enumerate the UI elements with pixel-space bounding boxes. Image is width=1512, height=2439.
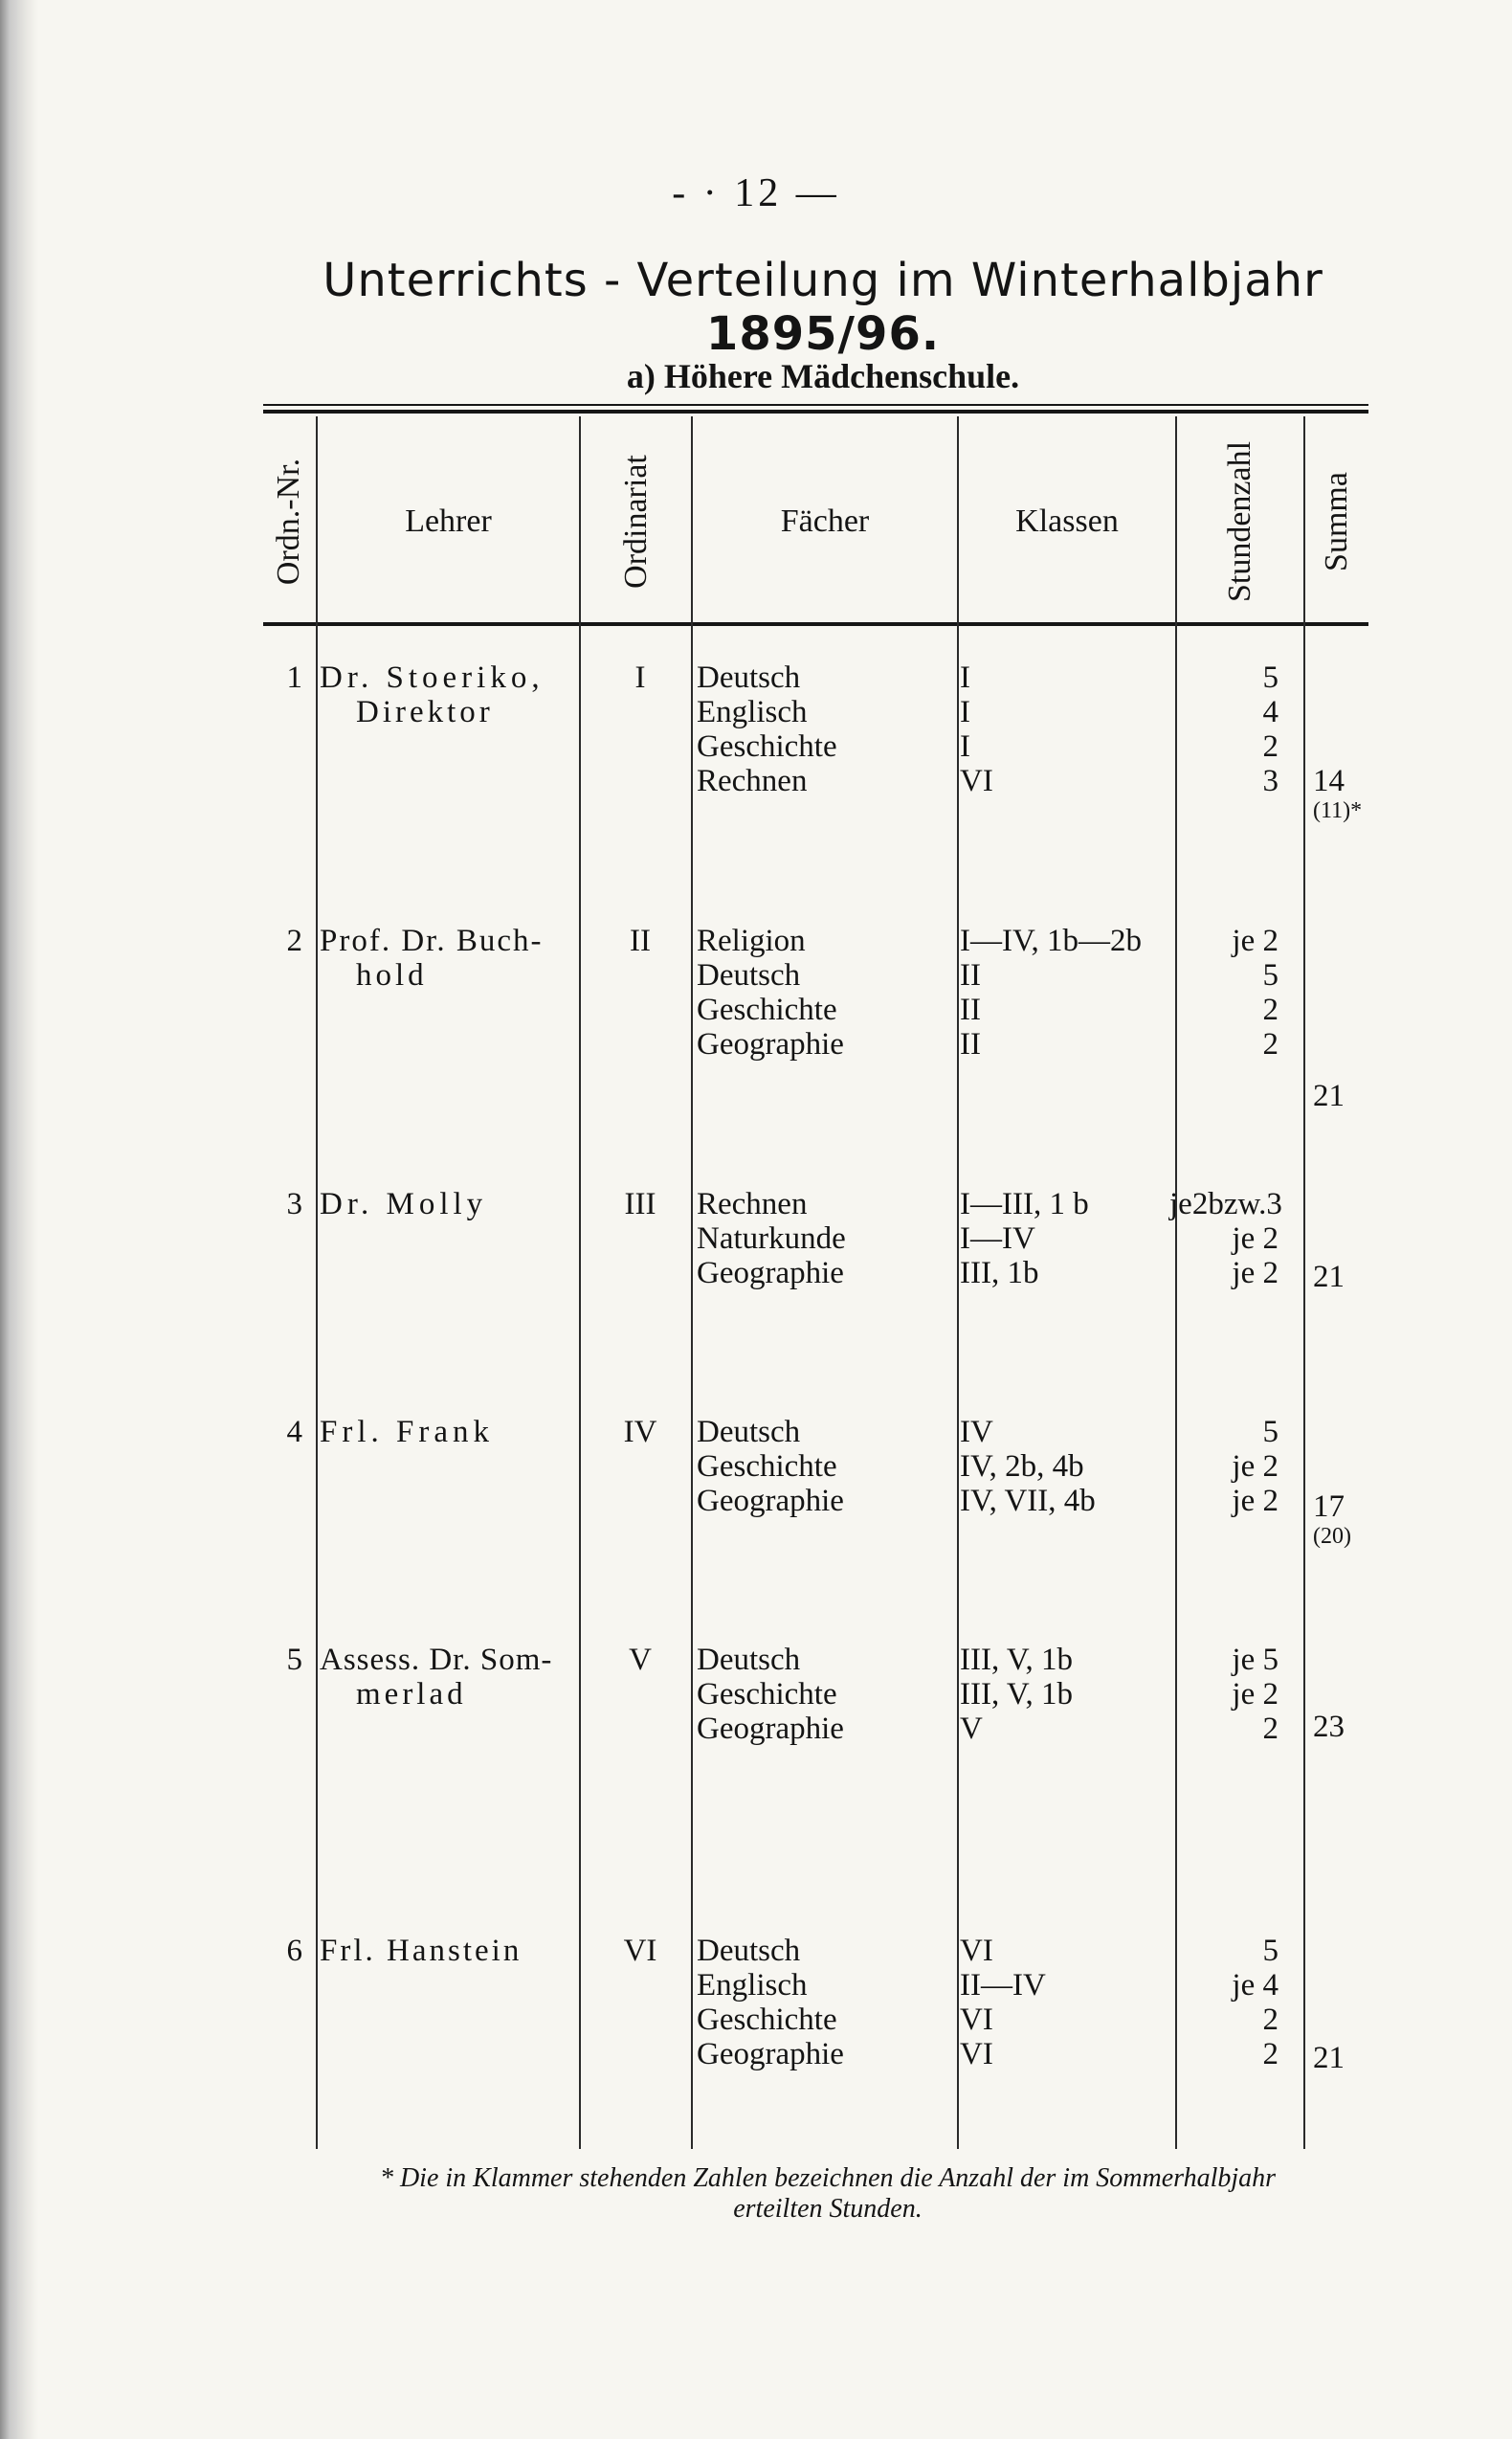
summa-number: 21 xyxy=(1313,1079,1345,1113)
subject: Englisch xyxy=(697,1968,808,2003)
subject: Geographie xyxy=(697,1027,844,1062)
hours: 5 xyxy=(1262,958,1279,993)
header-klassen xyxy=(959,421,1175,622)
lesson-line xyxy=(0,1712,1512,1746)
lesson-line xyxy=(0,764,1512,798)
lesson-line xyxy=(0,1677,1512,1712)
lesson-line xyxy=(0,660,1512,695)
lesson-line xyxy=(0,1484,1512,1518)
page-number: - · 12 — xyxy=(672,171,840,215)
subject: Geographie xyxy=(697,1712,844,1746)
hours: je 2 xyxy=(1232,1221,1279,1256)
hours: 4 xyxy=(1262,695,1279,729)
subject: Deutsch xyxy=(697,1415,801,1449)
header-summa xyxy=(1305,421,1368,622)
summa-summer-value: (20) xyxy=(1313,1524,1351,1549)
title-main: Unterrichts - Verteilung im Winterhalbjahr xyxy=(322,254,1323,307)
classes: VI xyxy=(960,2003,993,2037)
classes: VI xyxy=(960,764,993,798)
hours: je 2 xyxy=(1232,924,1279,958)
ordinariat-value: II xyxy=(630,924,651,958)
summa-number: 17 xyxy=(1313,1489,1345,1524)
ordinariat-value: VI xyxy=(623,1934,657,1968)
classes: VI xyxy=(960,1934,993,1968)
teacher-line2: merlad xyxy=(356,1677,467,1712)
classes: III, V, 1b xyxy=(960,1677,1073,1712)
hours: je 5 xyxy=(1232,1643,1279,1677)
summa-value xyxy=(1313,1489,1409,1549)
teacher-line2: hold xyxy=(356,958,428,993)
header-summa-label: Summa xyxy=(1319,472,1354,571)
teacher-line1: Dr. Molly xyxy=(320,1187,488,1221)
page-title xyxy=(278,254,1368,361)
hours: je 2 xyxy=(1232,1677,1279,1712)
subject: Geschichte xyxy=(697,1677,837,1712)
summa-value xyxy=(1313,1710,1409,1744)
summa-value xyxy=(1313,2041,1409,2075)
summa-number: 21 xyxy=(1313,2041,1345,2075)
summa-number: 14 xyxy=(1313,764,1345,798)
lesson-line xyxy=(0,729,1512,764)
hours: 2 xyxy=(1262,1027,1279,1062)
summa-number: 21 xyxy=(1313,1260,1345,1294)
hours: 5 xyxy=(1262,1934,1279,1968)
teacher-line2: Direktor xyxy=(356,695,494,729)
lesson-line xyxy=(0,1256,1512,1290)
classes: I—IV xyxy=(960,1221,1035,1256)
summa-summer-value: (11)* xyxy=(1313,798,1363,823)
lesson-line xyxy=(0,924,1512,958)
summa-value xyxy=(1313,764,1409,823)
lesson-line xyxy=(0,993,1512,1027)
subject: Geographie xyxy=(697,2037,844,2071)
lesson-line xyxy=(0,1221,1512,1256)
header-bottom-rule xyxy=(263,622,1368,626)
subject: Geschichte xyxy=(697,2003,837,2037)
row-number: 5 xyxy=(286,1643,302,1677)
classes: I—IV, 1b—2b xyxy=(960,924,1143,958)
classes: I xyxy=(960,729,970,764)
table-top-rule-thick xyxy=(263,410,1368,414)
lesson-line xyxy=(0,1968,1512,2003)
lesson-line xyxy=(0,695,1512,729)
classes: II xyxy=(960,1027,981,1062)
classes: II xyxy=(960,993,981,1027)
subject: Naturkunde xyxy=(697,1221,846,1256)
classes: III, 1b xyxy=(960,1256,1039,1290)
summa-number: 23 xyxy=(1313,1710,1345,1744)
summa-value xyxy=(1313,1079,1409,1113)
hours: je2bzw.3 xyxy=(1169,1187,1282,1221)
subject: Rechnen xyxy=(697,764,808,798)
subject: Deutsch xyxy=(697,1643,801,1677)
classes: I—III, 1 b xyxy=(960,1187,1089,1221)
lesson-line xyxy=(0,1187,1512,1221)
hours: 5 xyxy=(1262,1415,1279,1449)
header-lehrer-label: Lehrer xyxy=(405,503,492,539)
header-ordn-nr-label: Ordn.-Nr. xyxy=(271,458,307,586)
classes: III, V, 1b xyxy=(960,1643,1073,1677)
header-klassen-label: Klassen xyxy=(1015,503,1119,539)
hours: je 2 xyxy=(1232,1449,1279,1484)
hours: 3 xyxy=(1262,764,1279,798)
hours: je 2 xyxy=(1232,1484,1279,1518)
header-faecher xyxy=(693,421,957,622)
footnote-line2: erteilten Stunden. xyxy=(733,2194,923,2224)
subject: Geschichte xyxy=(697,993,837,1027)
section-subtitle: a) Höhere Mädchenschule. xyxy=(626,357,1020,395)
classes: I xyxy=(960,695,970,729)
hours: 2 xyxy=(1262,1712,1279,1746)
subject: Geographie xyxy=(697,1484,844,1518)
header-stundenzahl-label: Stundenzahl xyxy=(1222,440,1258,603)
header-ordinariat-label: Ordinariat xyxy=(617,455,654,589)
header-stundenzahl xyxy=(1177,421,1303,622)
header-ordn-nr xyxy=(263,421,316,622)
hours: je 2 xyxy=(1232,1256,1279,1290)
subject: Deutsch xyxy=(697,1934,801,1968)
teacher-line1: Assess. Dr. Som- xyxy=(320,1643,553,1677)
row-number: 4 xyxy=(286,1415,302,1449)
hours: 2 xyxy=(1262,993,1279,1027)
subject: Deutsch xyxy=(697,958,801,993)
subject: Geschichte xyxy=(697,729,837,764)
lesson-line xyxy=(0,1027,1512,1062)
title-year: 1895/96. xyxy=(705,307,941,361)
footnote-line1: * Die in Klammer stehenden Zahlen bezeichnen die Anzahl der im Sommerhalbjahr xyxy=(379,2163,1277,2193)
hours: 2 xyxy=(1262,2037,1279,2071)
lesson-line xyxy=(0,1449,1512,1484)
header-lehrer xyxy=(318,421,579,622)
summa-value xyxy=(1313,1260,1409,1294)
classes: II—IV xyxy=(960,1968,1046,2003)
lesson-line xyxy=(0,2037,1512,2071)
row-number: 2 xyxy=(286,924,302,958)
classes: VI xyxy=(960,2037,993,2071)
hours: 2 xyxy=(1262,2003,1279,2037)
ordinariat-value: V xyxy=(629,1643,652,1677)
teacher-line1: Dr. Stoeriko, xyxy=(320,660,545,695)
classes: I xyxy=(960,660,970,695)
subject: Deutsch xyxy=(697,660,801,695)
subject: Englisch xyxy=(697,695,808,729)
ordinariat-value: I xyxy=(634,660,646,695)
classes: II xyxy=(960,958,981,993)
subject: Rechnen xyxy=(697,1187,808,1221)
lesson-line xyxy=(0,1643,1512,1677)
teacher-line1: Prof. Dr. Buch- xyxy=(320,924,544,958)
hours: 5 xyxy=(1262,660,1279,695)
subject: Geschichte xyxy=(697,1449,837,1484)
table-top-rule-thin xyxy=(263,404,1368,406)
subject: Religion xyxy=(697,924,806,958)
hours: je 4 xyxy=(1232,1968,1279,2003)
lesson-line xyxy=(0,1415,1512,1449)
lesson-line xyxy=(0,958,1512,993)
teacher-line1: Frl. Frank xyxy=(320,1415,494,1449)
classes: IV, 2b, 4b xyxy=(960,1449,1084,1484)
teacher-line1: Frl. Hanstein xyxy=(320,1934,523,1968)
footnote xyxy=(287,2163,1368,2225)
classes: V xyxy=(960,1712,983,1746)
classes: IV xyxy=(960,1415,993,1449)
row-number: 3 xyxy=(286,1187,302,1221)
row-number: 1 xyxy=(286,660,302,695)
lesson-line xyxy=(0,1934,1512,1968)
lesson-line xyxy=(0,2003,1512,2037)
row-number: 6 xyxy=(286,1934,302,1968)
hours: 2 xyxy=(1262,729,1279,764)
header-faecher-label: Fächer xyxy=(780,503,870,539)
ordinariat-value: III xyxy=(624,1187,656,1221)
header-ordinariat xyxy=(581,421,691,622)
classes: IV, VII, 4b xyxy=(960,1484,1096,1518)
ordinariat-value: IV xyxy=(623,1415,657,1449)
subject: Geographie xyxy=(697,1256,844,1290)
